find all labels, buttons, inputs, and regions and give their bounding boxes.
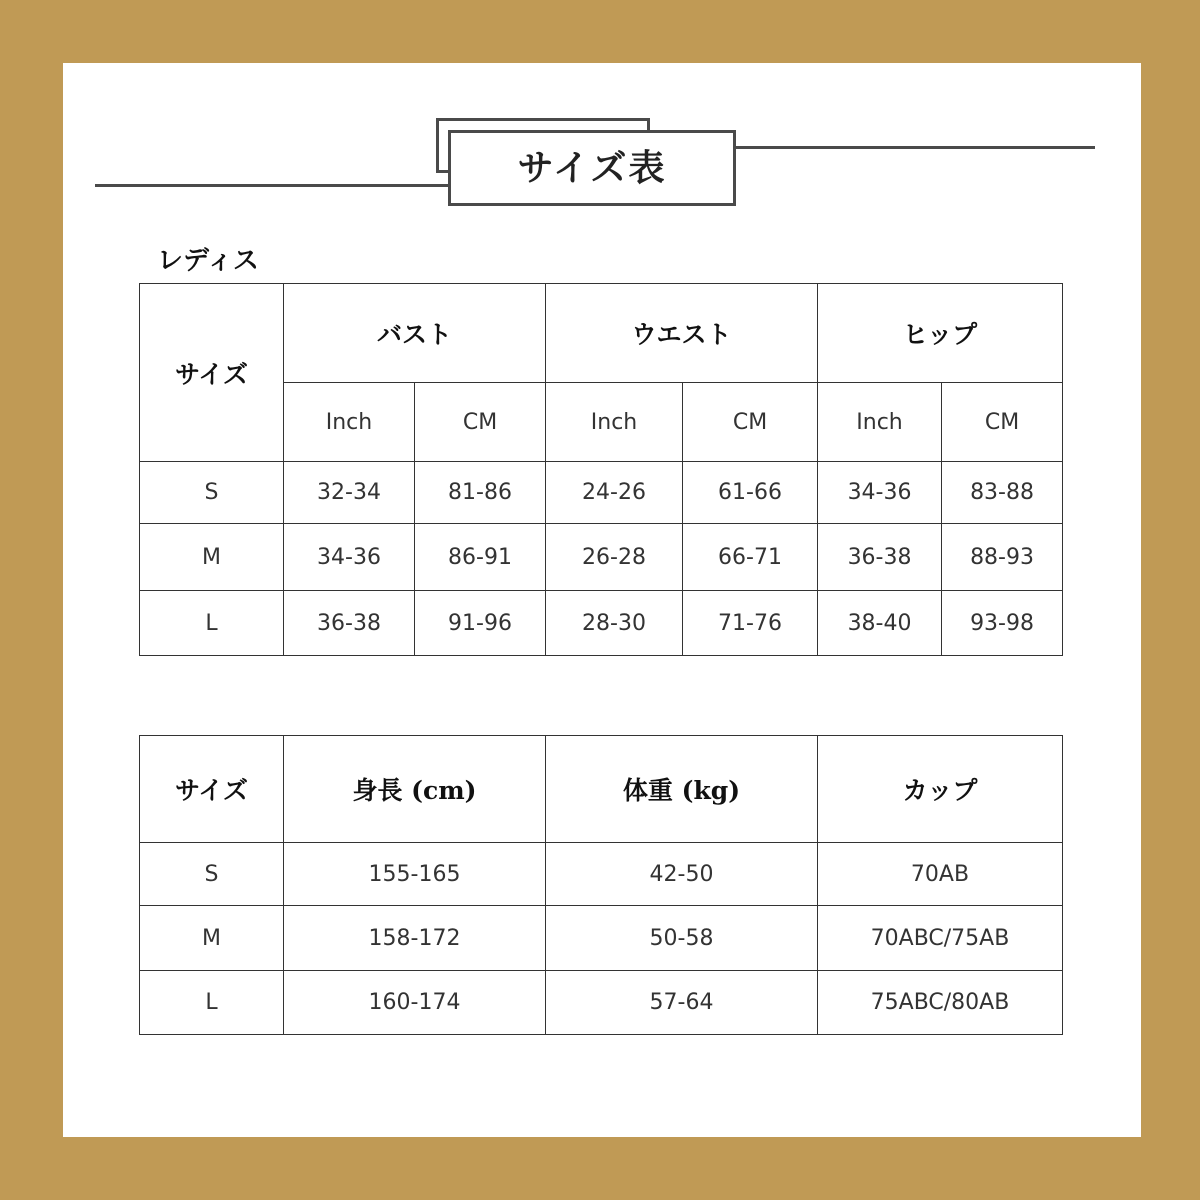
unit-header: Inch	[546, 383, 683, 462]
value-cell: 28-30	[546, 591, 683, 656]
hip-header: ヒップ	[818, 284, 1063, 383]
weight-cell: 42-50	[546, 843, 818, 906]
waist-header: ウエスト	[546, 284, 818, 383]
value-cell: 38-40	[818, 591, 942, 656]
value-cell: 34-36	[818, 462, 942, 524]
section-label-ladies: レディス	[157, 246, 259, 276]
value-cell: 24-26	[546, 462, 683, 524]
size-cell: M	[140, 906, 284, 971]
value-cell: 93-98	[942, 591, 1063, 656]
height-header: 身長 (cm)	[284, 736, 546, 843]
unit-header: Inch	[284, 383, 415, 462]
title-rule-left	[95, 184, 487, 187]
value-cell: 88-93	[942, 524, 1063, 591]
unit-header: CM	[683, 383, 818, 462]
table-row	[140, 462, 1063, 524]
body-size-table	[139, 735, 1063, 1035]
table-row	[140, 843, 1063, 906]
weight-cell: 50-58	[546, 906, 818, 971]
size-cell: S	[140, 843, 284, 906]
weight-header: 体重 (kg)	[546, 736, 818, 843]
bust-header: バスト	[284, 284, 546, 383]
table-row	[140, 906, 1063, 971]
value-cell: 26-28	[546, 524, 683, 591]
weight-cell: 57-64	[546, 971, 818, 1035]
table-row	[140, 591, 1063, 656]
unit-header: CM	[415, 383, 546, 462]
value-cell: 71-76	[683, 591, 818, 656]
value-cell: 91-96	[415, 591, 546, 656]
value-cell: 81-86	[415, 462, 546, 524]
size-cell: L	[140, 591, 284, 656]
page-title: サイズ表	[517, 147, 667, 189]
value-cell: 66-71	[683, 524, 818, 591]
value-cell: 36-38	[818, 524, 942, 591]
unit-header: Inch	[818, 383, 942, 462]
value-cell: 83-88	[942, 462, 1063, 524]
title-rule-right	[700, 146, 1095, 149]
measurement-table	[139, 283, 1063, 656]
value-cell: 36-38	[284, 591, 415, 656]
height-cell: 160-174	[284, 971, 546, 1035]
height-cell: 158-172	[284, 906, 546, 971]
table-row	[140, 971, 1063, 1035]
cup-cell: 75ABC/80AB	[818, 971, 1063, 1035]
size-cell: L	[140, 971, 284, 1035]
value-cell: 61-66	[683, 462, 818, 524]
value-cell: 86-91	[415, 524, 546, 591]
size-cell: S	[140, 462, 284, 524]
cup-header: カップ	[818, 736, 1063, 843]
height-cell: 155-165	[284, 843, 546, 906]
cup-cell: 70AB	[818, 843, 1063, 906]
size-header: サイズ	[140, 284, 284, 462]
cup-cell: 70ABC/75AB	[818, 906, 1063, 971]
table-row	[140, 524, 1063, 591]
size-header: サイズ	[140, 736, 284, 843]
size-cell: M	[140, 524, 284, 591]
value-cell: 32-34	[284, 462, 415, 524]
unit-header: CM	[942, 383, 1063, 462]
value-cell: 34-36	[284, 524, 415, 591]
